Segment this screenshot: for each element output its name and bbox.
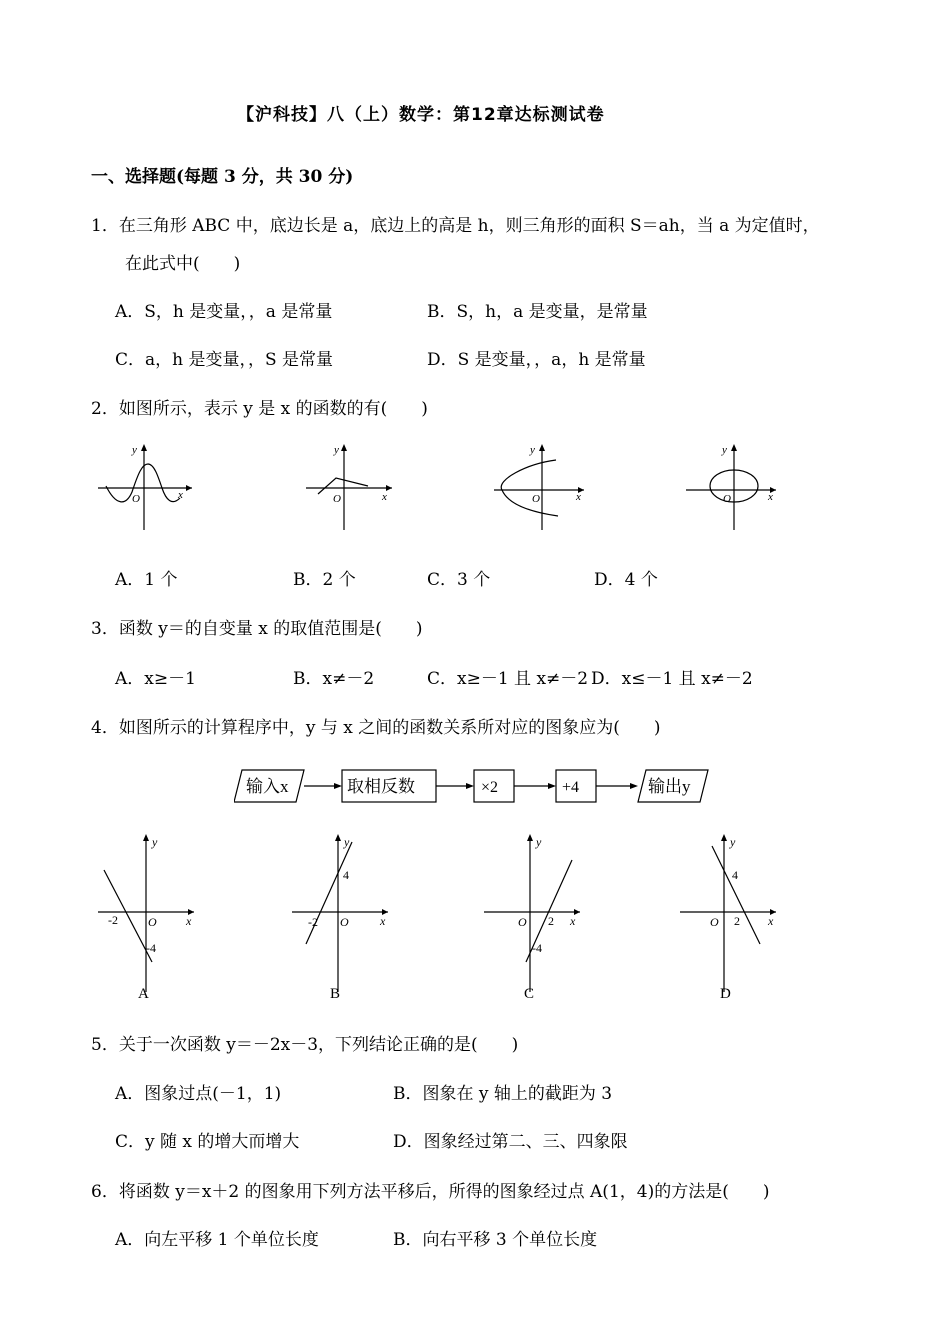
q2-graph-1 xyxy=(92,440,202,535)
q4-a-origin: O xyxy=(148,915,157,929)
q4-b-tick-1: 4 xyxy=(343,868,349,882)
q3-option-a: A．x≥－1 xyxy=(115,669,196,689)
q4-d-x-label: x xyxy=(768,914,774,928)
q4-stem: 4．如图所示的计算程序中，y 与 x 之间的函数关系所对应的图象应为( ) xyxy=(91,718,661,738)
q1-option-d: D．S 是变量，，a，h 是常量 xyxy=(427,350,646,370)
q1-option-b: B．S，h，a 是变量，是常量 xyxy=(427,302,648,322)
q2-g2-y-label: y xyxy=(334,444,339,456)
q4-b-x-label: x xyxy=(380,914,386,928)
q5-option-a: A．图象过点(－1，1) xyxy=(115,1084,282,1104)
flow-times2-label: ×2 xyxy=(481,779,499,796)
flow-output-label: 输出y xyxy=(648,777,691,796)
q3-option-c: C．x≥－1 且 x≠－2 xyxy=(427,669,589,689)
q2-graph-4 xyxy=(682,440,782,535)
q4-graph-a xyxy=(94,832,204,1002)
q2-g4-y-label: y xyxy=(722,444,727,456)
q2-g4-x-label: x xyxy=(768,491,773,503)
q4-c-label: C xyxy=(524,986,535,1002)
q2-stem: 2．如图所示，表示 y 是 x 的函数的有( ) xyxy=(91,399,428,419)
q2-g1-y-label: y xyxy=(132,444,137,456)
q1-option-c: C．a，h 是变量，，S 是常量 xyxy=(115,350,334,370)
q4-d-y-label: y xyxy=(730,835,736,849)
q2-g1-origin: O xyxy=(132,493,140,505)
q3-option-d: D．x≤－1 且 x≠－2 xyxy=(591,669,753,689)
q2-option-b: B．2 个 xyxy=(293,570,356,590)
flow-negate-label: 取相反数 xyxy=(347,777,415,796)
q4-flowchart xyxy=(234,764,714,808)
q4-b-label: B xyxy=(330,986,341,1002)
q1-option-a: A．S，h 是变量，，a 是常量 xyxy=(115,302,333,322)
section-heading: 一、选择题(每题 3 分，共 30 分) xyxy=(91,167,354,187)
q2-option-c: C．3 个 xyxy=(427,570,491,590)
q3-option-b: B．x≠－2 xyxy=(293,669,375,689)
q2-option-d: D．4 个 xyxy=(594,570,658,590)
q4-graph-d xyxy=(676,832,786,1002)
q6-option-a: A．向左平移 1 个单位长度 xyxy=(115,1230,319,1250)
q5-option-d: D．图象经过第二、三、四象限 xyxy=(393,1132,628,1152)
q4-d-tick-2: 2 xyxy=(734,914,740,928)
q2-g3-origin: O xyxy=(532,493,540,505)
q4-graph-c xyxy=(480,832,590,1002)
q2-graph-3 xyxy=(490,440,590,535)
q1-stem-line2: 在此式中( ) xyxy=(125,254,241,274)
page-title: 【沪科技】八（上）数学：第12章达标测试卷 xyxy=(237,105,605,125)
q2-graph-2 xyxy=(298,440,398,535)
q2-g2-x-label: x xyxy=(382,491,387,503)
q4-a-tick-2: -4 xyxy=(146,941,156,955)
q5-option-c: C．y 随 x 的增大而增大 xyxy=(115,1132,300,1152)
q4-d-origin: O xyxy=(710,915,719,929)
flow-plus4-label: +4 xyxy=(562,779,580,796)
q4-c-tick-1: 2 xyxy=(548,914,554,928)
q4-c-x-label: x xyxy=(570,914,576,928)
q6-stem: 6．将函数 y＝x＋2 的图象用下列方法平移后，所得的图象经过点 A(1，4)的方法是( ) xyxy=(91,1182,770,1202)
q2-g3-x-label: x xyxy=(576,491,581,503)
q3-stem: 3．函数 y＝的自变量 x 的取值范围是( ) xyxy=(91,619,423,639)
q4-c-tick-2: -4 xyxy=(532,941,542,955)
q4-graph-b xyxy=(288,832,398,1002)
q4-b-tick-2: -2 xyxy=(308,915,318,929)
flow-input-label: 输入x xyxy=(246,777,289,796)
q4-a-x-label: x xyxy=(186,914,192,928)
q4-b-y-label: y xyxy=(344,835,350,849)
q2-option-a: A．1 个 xyxy=(115,570,178,590)
q4-a-y-label: y xyxy=(152,835,158,849)
q1-stem-line1: 1．在三角形 ABC 中，底边长是 a，底边上的高是 h，则三角形的面积 S＝ah，当 a 为定值时， xyxy=(91,216,820,236)
q4-b-origin: O xyxy=(340,915,349,929)
q2-g4-origin: O xyxy=(723,493,731,505)
q4-a-label: A xyxy=(138,986,149,1002)
q2-g3-y-label: y xyxy=(530,444,535,456)
q5-option-b: B．图象在 y 轴上的截距为 3 xyxy=(393,1084,613,1104)
q6-option-b: B．向右平移 3 个单位长度 xyxy=(393,1230,598,1250)
q2-g2-origin: O xyxy=(333,493,341,505)
q5-stem: 5．关于一次函数 y＝－2x－3，下列结论正确的是( ) xyxy=(91,1035,519,1055)
q2-g1-x-label: x xyxy=(178,489,183,501)
q4-d-label: D xyxy=(720,986,731,1002)
q4-c-origin: O xyxy=(518,915,527,929)
q4-c-y-label: y xyxy=(536,835,542,849)
q4-d-tick-1: 4 xyxy=(732,868,738,882)
q4-a-tick-1: -2 xyxy=(108,913,118,927)
